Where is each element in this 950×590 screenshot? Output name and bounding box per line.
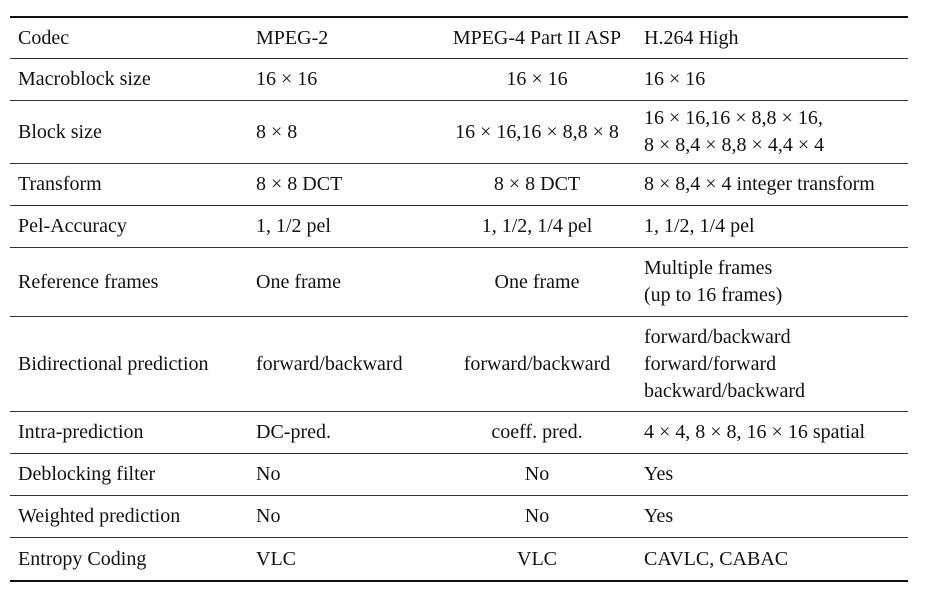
cell-mpeg4 <box>434 101 640 164</box>
cell-line: 16 × 16 <box>256 68 318 90</box>
cell-line: 16 × 16,16 × 8,8 × 16, <box>644 107 823 129</box>
table-row <box>10 248 908 317</box>
header-mpeg2: MPEG-2 <box>256 26 329 49</box>
cell-h264 <box>640 164 908 206</box>
cell-h264 <box>640 412 908 454</box>
cell-mpeg2 <box>256 248 434 317</box>
cell-mpeg4 <box>434 538 640 582</box>
cell-line: 8 × 8 <box>256 120 298 143</box>
cell-mpeg2 <box>256 538 434 582</box>
cell-h264 <box>640 206 908 248</box>
cell-line: One frame <box>494 270 580 293</box>
cell-h264 <box>640 59 908 101</box>
table-row <box>10 412 908 454</box>
cell-line: 16 × 16 <box>644 68 706 90</box>
row-label: Block size <box>18 120 102 143</box>
table-row <box>10 496 908 538</box>
table-row <box>10 317 908 412</box>
cell-line: No <box>256 505 281 527</box>
table-body <box>10 17 908 581</box>
cell-mpeg2 <box>256 101 434 164</box>
cell-line: forward/backward <box>644 325 791 348</box>
row-label: Deblocking filter <box>18 463 156 485</box>
cell-line: No <box>524 505 550 527</box>
cell-mpeg4 <box>434 206 640 248</box>
table-row <box>10 206 908 248</box>
cell-line: Yes <box>644 505 674 527</box>
cell-line: Multiple frames <box>644 257 773 279</box>
table-row <box>10 164 908 206</box>
cell-mpeg4 <box>434 164 640 206</box>
cell-line: 1, 1/2 pel <box>256 215 331 237</box>
cell-mpeg4 <box>434 412 640 454</box>
cell-h264 <box>640 101 908 164</box>
cell-line: 8 × 8 DCT <box>493 173 581 195</box>
cell-h264 <box>640 496 908 538</box>
cell-line: 16 × 16,16 × 8,8 × 8 <box>455 120 619 143</box>
codec-comparison-table <box>10 16 908 582</box>
cell-line: coeff. pred. <box>491 421 583 443</box>
cell-h264 <box>640 454 908 496</box>
cell-line: 8 × 8,4 × 8,8 × 4,4 × 4 <box>644 134 825 156</box>
cell-mpeg4 <box>434 248 640 317</box>
cell-line: VLC <box>256 547 296 570</box>
cell-mpeg2 <box>256 317 434 412</box>
cell-mpeg2 <box>256 164 434 206</box>
cell-mpeg2 <box>256 412 434 454</box>
cell-line: forward/forward <box>644 352 777 375</box>
cell-line: Yes <box>644 463 674 485</box>
cell-h264 <box>640 248 908 317</box>
header-codec: Codec <box>18 26 70 49</box>
cell-mpeg4 <box>434 454 640 496</box>
cell-line: No <box>524 463 550 485</box>
table-row <box>10 538 908 582</box>
cell-line: 16 × 16 <box>506 68 568 90</box>
cell-line: 8 × 8,4 × 4 integer transform <box>644 173 875 195</box>
cell-mpeg4 <box>434 59 640 101</box>
header-row <box>10 17 908 59</box>
row-label: Pel-Accuracy <box>18 215 127 237</box>
cell-line: No <box>256 463 281 485</box>
row-label: Weighted prediction <box>18 505 181 527</box>
header-mpeg4: MPEG-4 Part II ASP <box>452 26 622 49</box>
cell-line: forward/backward <box>256 352 403 375</box>
cell-h264 <box>640 538 908 582</box>
cell-line: DC-pred. <box>256 421 331 443</box>
cell-line: VLC <box>517 547 557 570</box>
cell-line: One frame <box>256 270 341 293</box>
cell-h264 <box>640 317 908 412</box>
cell-line: 1, 1/2, 1/4 pel <box>644 215 755 237</box>
cell-line: forward/backward <box>463 352 611 375</box>
cell-line: backward/backward <box>644 379 806 402</box>
cell-line: 4 × 4, 8 × 8, 16 × 16 spatial <box>644 421 866 443</box>
row-label: Entropy Coding <box>18 547 147 570</box>
cell-line: 8 × 8 DCT <box>256 173 343 195</box>
cell-mpeg2 <box>256 206 434 248</box>
row-label: Macroblock size <box>18 68 151 90</box>
cell-line: CAVLC, CABAC <box>644 547 789 570</box>
cell-line: (up to 16 frames) <box>644 284 783 306</box>
cell-mpeg4 <box>434 317 640 412</box>
table-row <box>10 454 908 496</box>
table-row <box>10 101 908 164</box>
cell-mpeg2 <box>256 59 434 101</box>
cell-mpeg2 <box>256 454 434 496</box>
cell-line: 1, 1/2, 1/4 pel <box>481 215 593 237</box>
cell-mpeg4 <box>434 496 640 538</box>
row-label: Transform <box>18 173 102 195</box>
row-label: Bidirectional prediction <box>18 352 209 375</box>
cell-mpeg2 <box>256 496 434 538</box>
header-h264: H.264 High <box>644 26 739 49</box>
row-label: Reference frames <box>18 270 159 293</box>
table-row <box>10 59 908 101</box>
row-label: Intra-prediction <box>18 421 144 443</box>
